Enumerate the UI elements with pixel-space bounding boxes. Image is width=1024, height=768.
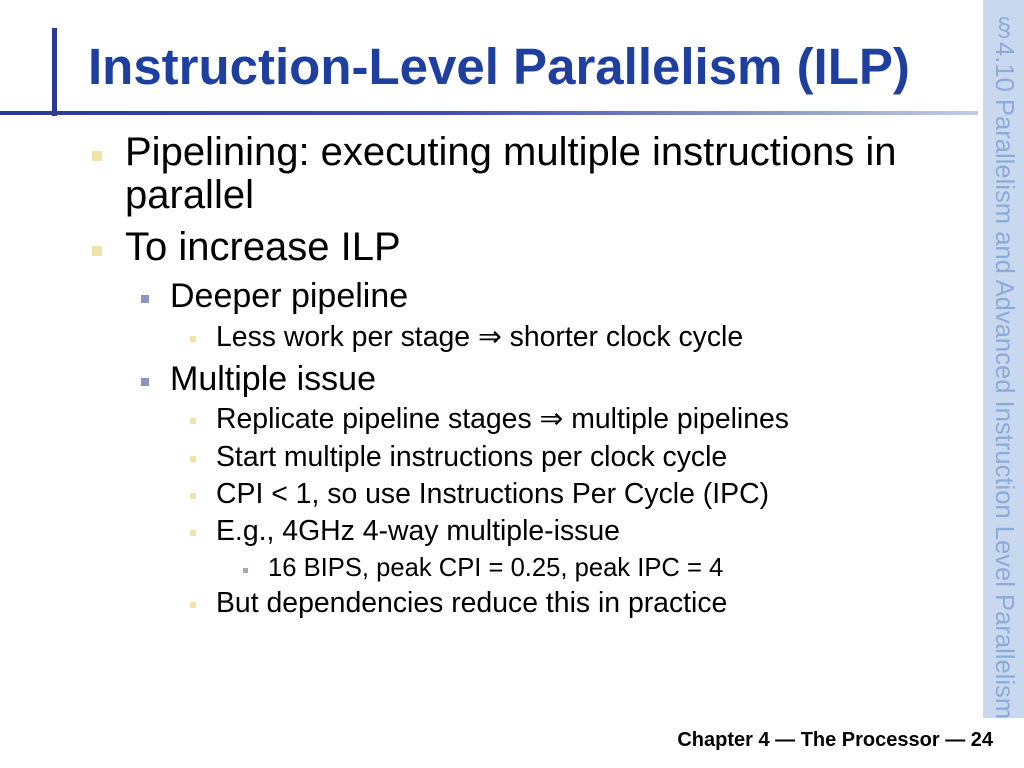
- bullet-text: To increase ILP: [125, 225, 401, 269]
- square-bullet-icon: [141, 378, 149, 386]
- square-bullet-icon: [190, 418, 196, 424]
- nested-bullet-item: [216, 441, 727, 473]
- deep-bullet-text: 16 BIPS, peak CPI = 0.25, peak IPC = 4: [268, 554, 724, 582]
- section-sidebar: [983, 0, 1024, 718]
- nested-bullet-item: [216, 478, 769, 510]
- slide-title: Instruction-Level Parallelism (ILP): [88, 38, 910, 95]
- nested-bullet-text: But dependencies reduce this in practice: [216, 587, 728, 619]
- sub-bullet-item: [170, 360, 376, 398]
- nested-bullet-text: E.g., 4GHz 4-way multiple-issue: [216, 515, 620, 547]
- square-bullet-icon: [190, 456, 196, 462]
- nested-bullet-item: [216, 321, 743, 353]
- square-bullet-icon: [92, 151, 102, 161]
- nested-bullet-item: [216, 587, 727, 619]
- square-bullet-icon: [141, 295, 149, 303]
- sub-bullet-text: Multiple issue: [170, 360, 376, 398]
- sub-bullet-text: Deeper pipeline: [170, 277, 409, 315]
- square-bullet-icon: [92, 246, 102, 256]
- bullet-item: [125, 226, 955, 269]
- title-accent-bar: [52, 28, 57, 116]
- nested-bullet-text: CPI < 1, so use Instructions Per Cycle (IPC): [216, 478, 770, 510]
- section-label: §4.10 Parallelism and Advanced Instruction Level Parallelism: [990, 14, 1018, 720]
- nested-bullet-text: Less work per stage ⇒ shorter clock cycle: [216, 321, 744, 353]
- nested-bullet-text: Replicate pipeline stages ⇒ multiple pipelines: [216, 403, 789, 435]
- nested-bullet-text: Start multiple instructions per clock cycle: [216, 441, 728, 473]
- square-bullet-icon: [190, 493, 196, 499]
- square-bullet-icon: [190, 336, 196, 342]
- square-bullet-icon: [243, 568, 248, 573]
- bullet-item: [125, 131, 955, 217]
- nested-bullet-item: [216, 403, 789, 435]
- title-underline: [0, 111, 978, 115]
- slide-footer: Chapter 4 — The Processor — 24: [677, 729, 993, 751]
- deep-bullet-item: [268, 554, 723, 583]
- square-bullet-icon: [190, 530, 196, 536]
- square-bullet-icon: [190, 602, 196, 608]
- sub-bullet-item: [170, 277, 408, 315]
- bullet-text: Pipelining: executing multiple instructions in parallel: [125, 130, 897, 217]
- nested-bullet-item: [216, 515, 620, 547]
